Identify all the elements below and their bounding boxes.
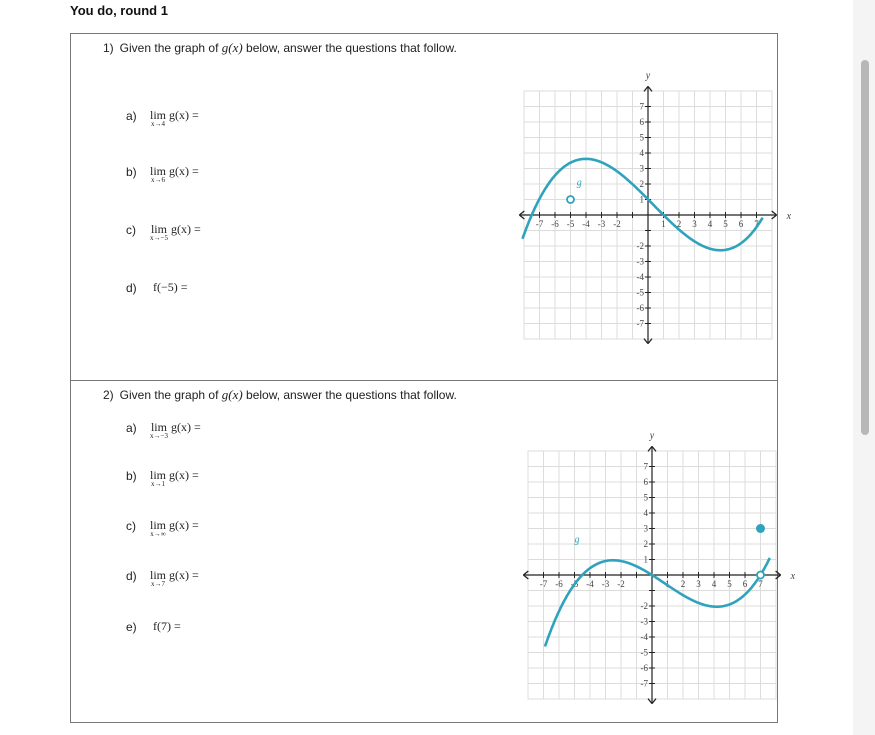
y-tick-label: 3 [639,163,644,174]
part-label: c) [126,223,136,237]
x-tick-label: -3 [597,219,606,229]
x-tick-label: 6 [738,219,744,229]
question-part [126,421,201,447]
question-part [126,223,201,249]
x-tick-label: -5 [570,579,579,589]
question-2-title [103,387,457,403]
question-part [126,569,199,595]
question-1-box [70,33,792,381]
filled-point [756,524,765,533]
part-label: b) [126,469,137,483]
limit-word: lim [150,164,167,178]
y-tick-label: 7 [643,461,648,472]
y-tick-label: 6 [639,117,644,127]
part-expression: g(x) = [170,420,201,434]
limit-word: lim [150,568,167,582]
limit-operator [150,109,166,128]
part-expression: g(x) = [169,164,199,178]
x-tick-label: -6 [551,219,559,229]
x-tick-label: 6 [742,579,748,589]
question-part [126,165,199,191]
x-tick-label: -4 [586,579,594,589]
question-part [126,620,181,646]
y-axis-label: y [649,430,655,442]
limit-subscript: x→−3 [150,432,168,440]
limit-operator [150,421,168,440]
question-part [126,519,199,545]
x-tick-label: 1 [665,579,670,589]
x-tick-label: 7 [754,219,759,229]
limit-subscript: x→4 [151,120,165,128]
part-label: b) [126,165,137,179]
limit-operator [150,519,166,538]
limit-operator [150,165,166,184]
part-expression: f(7) = [153,619,181,633]
question-2-box [70,380,796,723]
graph-1 [512,70,792,354]
y-tick-label: -6 [636,303,644,313]
x-tick-label: 2 [680,579,686,589]
graph-2 [503,411,796,726]
y-tick-label: -7 [636,318,644,329]
title-text: Given the graph of [119,388,222,402]
y-tick-label: -7 [640,678,648,689]
question-number: 1) [103,41,114,55]
x-tick-label: -6 [555,579,563,589]
y-tick-label: 5 [643,492,648,503]
x-tick-label: -2 [617,579,625,589]
y-tick-label: -4 [636,272,644,282]
question-1-title [103,40,457,56]
x-tick-label: -4 [582,219,590,229]
y-axis-label: y [645,70,651,82]
x-tick-label: -5 [566,219,575,229]
limit-subscript: x→∞ [150,530,166,538]
x-tick-label: 2 [676,219,682,229]
y-tick-label: 4 [643,508,648,518]
x-tick-label: 3 [692,219,697,229]
limit-subscript: x→6 [151,176,165,184]
x-tick-label: -2 [613,219,621,229]
part-expression: g(x) = [169,518,199,532]
x-tick-label: -7 [535,219,544,229]
part-expression: g(x) = [169,108,199,122]
limit-subscript: x→7 [151,580,165,588]
limit-word: lim [150,108,167,122]
part-label: d) [126,281,137,295]
y-tick-label: -6 [640,663,648,673]
x-tick-label: -3 [601,579,610,589]
y-tick-label: 5 [639,132,644,143]
question-part [126,109,199,135]
y-tick-label: 3 [643,523,648,534]
y-tick-label: -2 [636,241,644,251]
limit-subscript: x→1 [151,480,165,488]
y-tick-label: -3 [640,616,648,627]
y-tick-label: -4 [640,632,648,642]
y-tick-label: -2 [640,601,648,611]
title-text: below, answer the questions that follow. [242,388,457,402]
y-tick-label: -3 [636,256,644,267]
title-text: Given the graph of [119,41,222,55]
limit-word: lim [150,468,167,482]
limit-operator [150,569,166,588]
y-tick-label: 4 [639,148,644,158]
y-tick-label: 7 [639,101,644,112]
part-expression: g(x) = [169,468,199,482]
graph-1-svg [512,70,792,349]
part-expression: g(x) = [169,568,199,582]
question-part [126,469,199,495]
part-expression: f(−5) = [153,280,188,294]
part-label: c) [126,519,136,533]
open-point [567,196,574,203]
x-axis-label: x [790,571,796,582]
x-tick-label: 7 [758,579,763,589]
x-tick-label: 1 [661,219,666,229]
x-tick-label: 5 [723,219,728,229]
limit-operator [150,223,168,242]
limit-word: lim [150,420,167,434]
limit-word: lim [150,222,167,236]
question-part [126,281,188,307]
part-label: a) [126,109,137,123]
y-tick-label: 2 [643,539,648,549]
part-label: d) [126,569,137,583]
limit-subscript: x→−5 [150,234,168,242]
page-heading: You do, round 1 [70,3,168,18]
title-function: g(x) [221,40,243,55]
y-tick-label: -5 [640,647,648,658]
curve-label: g [574,534,580,546]
y-tick-label: 1 [639,194,644,205]
x-tick-label: 4 [707,219,713,229]
y-tick-label: -5 [636,287,644,298]
x-tick-label: 5 [727,579,732,589]
question-number: 2) [103,388,114,402]
y-tick-label: 1 [643,554,648,565]
limit-operator [150,469,166,488]
part-expression: g(x) = [170,222,201,236]
title-function: g(x) [221,387,243,402]
open-point [757,572,764,579]
curve-label: g [576,177,582,189]
x-tick-label: 3 [696,579,701,589]
limit-word: lim [150,518,167,532]
part-label: e) [126,620,137,634]
y-tick-label: 2 [639,179,644,189]
part-label: a) [126,421,137,435]
title-text: below, answer the questions that follow. [242,41,457,55]
x-tick-label: -7 [539,579,548,589]
y-tick-label: 6 [643,477,648,487]
graph-2-svg [503,411,796,721]
x-axis-label: x [786,211,792,222]
x-tick-label: 4 [711,579,717,589]
scrollbar[interactable] [861,60,869,435]
